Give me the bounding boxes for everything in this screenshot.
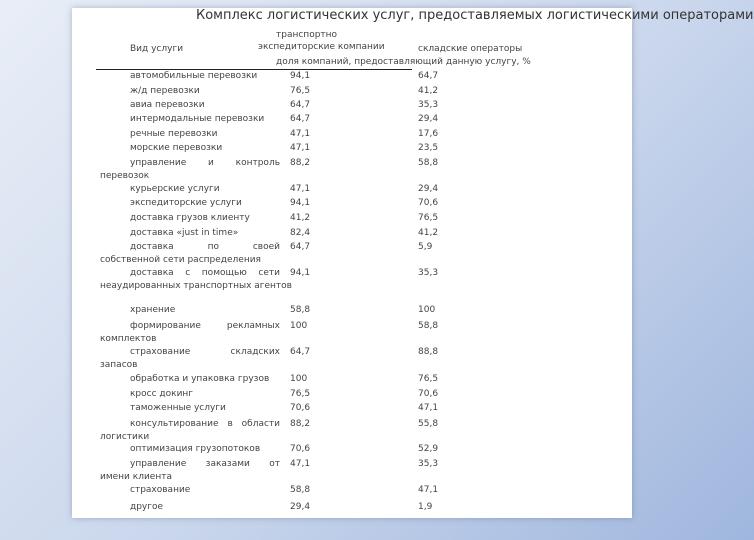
warehouse-share-value: 35,3: [418, 459, 439, 469]
service-name: доставка «just in time»: [130, 228, 239, 238]
service-name: авиа перевозки: [130, 100, 205, 110]
header-transport-line2: экспедиторские компании: [258, 42, 385, 52]
transport-share-value: 70,6: [290, 403, 311, 413]
service-name: управление заказами от: [130, 459, 280, 469]
warehouse-share-value: 23,5: [418, 143, 439, 153]
transport-share-value: 76,5: [290, 86, 311, 96]
warehouse-share-value: 52,9: [418, 444, 439, 454]
transport-share-value: 88,2: [290, 419, 311, 429]
transport-share-value: 58,8: [290, 485, 311, 495]
warehouse-share-value: 5,9: [418, 242, 433, 252]
warehouse-share-value: 70,6: [418, 198, 439, 208]
warehouse-share-value: 41,2: [418, 228, 439, 238]
warehouse-share-value: 47,1: [418, 403, 439, 413]
header-service-type: Вид услуги: [130, 44, 184, 54]
service-name: доставка грузов клиенту: [130, 213, 250, 223]
transport-share-value: 29,4: [290, 502, 311, 512]
service-name: хранение: [130, 305, 176, 315]
transport-share-value: 82,4: [290, 228, 311, 238]
warehouse-share-value: 58,8: [418, 158, 439, 168]
service-name: морские перевозки: [130, 143, 223, 153]
warehouse-share-value: 58,8: [418, 321, 439, 331]
header-rule: [96, 69, 412, 70]
service-name: ж/д перевозки: [130, 86, 200, 96]
service-name: другое: [130, 502, 164, 512]
warehouse-share-value: 88,8: [418, 347, 439, 357]
page-title: Комплекс логистических услуг, предоставляемых логистическими операторами: [196, 8, 754, 23]
transport-share-value: 47,1: [290, 184, 311, 194]
warehouse-share-value: 76,5: [418, 213, 439, 223]
transport-share-value: 100: [290, 321, 308, 331]
service-name-continuation: комплектов: [100, 334, 157, 344]
service-name-continuation: имени клиента: [100, 472, 172, 482]
transport-share-value: 47,1: [290, 459, 311, 469]
service-name: страхование складских: [130, 347, 280, 357]
transport-share-value: 64,7: [290, 347, 311, 357]
service-name-continuation: собственной сети распределения: [100, 255, 261, 265]
transport-share-value: 64,7: [290, 100, 311, 110]
warehouse-share-value: 29,4: [418, 114, 439, 124]
service-name: доставка по своей: [130, 242, 280, 252]
warehouse-share-value: 29,4: [418, 184, 439, 194]
transport-share-value: 94,1: [290, 71, 311, 81]
warehouse-share-value: 1,9: [418, 502, 433, 512]
transport-share-value: 47,1: [290, 129, 311, 139]
transport-share-value: 94,1: [290, 268, 311, 278]
warehouse-share-value: 100: [418, 305, 436, 315]
service-name: страхование: [130, 485, 191, 495]
header-share-note: доля компаний, предоставляющий данную услугу, %: [276, 57, 531, 67]
service-name: управление и контроль: [130, 158, 280, 168]
warehouse-share-value: 47,1: [418, 485, 439, 495]
service-name: таможенные услуги: [130, 403, 226, 413]
service-name: экспедиторские услуги: [130, 198, 242, 208]
warehouse-share-value: 76,5: [418, 374, 439, 384]
service-name: обработка и упаковка грузов: [130, 374, 270, 384]
service-name-continuation: запасов: [100, 360, 138, 370]
service-name: курьерские услуги: [130, 184, 220, 194]
transport-share-value: 76,5: [290, 389, 311, 399]
transport-share-value: 47,1: [290, 143, 311, 153]
transport-share-value: 88,2: [290, 158, 311, 168]
transport-share-value: 70,6: [290, 444, 311, 454]
service-name: оптимизация грузопотоков: [130, 444, 261, 454]
service-name: кросс докинг: [130, 389, 194, 399]
service-name-continuation: логистики: [100, 432, 150, 442]
warehouse-share-value: 17,6: [418, 129, 439, 139]
transport-share-value: 58,8: [290, 305, 311, 315]
transport-share-value: 64,7: [290, 114, 311, 124]
service-name: формирование рекламных: [130, 321, 280, 331]
warehouse-share-value: 64,7: [418, 71, 439, 81]
service-name: речные перевозки: [130, 129, 218, 139]
header-transport-line1: транспортно: [276, 30, 338, 40]
warehouse-share-value: 35,3: [418, 100, 439, 110]
warehouse-share-value: 55,8: [418, 419, 439, 429]
service-name-continuation: неаудированных транспортных агентов: [100, 281, 292, 291]
transport-share-value: 94,1: [290, 198, 311, 208]
transport-share-value: 41,2: [290, 213, 311, 223]
header-warehouse: складские операторы: [418, 44, 523, 54]
service-name: интермодальные перевозки: [130, 114, 265, 124]
service-name: автомобильные перевозки: [130, 71, 258, 81]
service-name: консультирование в области: [130, 419, 280, 429]
service-name: доставка с помощью сети: [130, 268, 280, 278]
transport-share-value: 64,7: [290, 242, 311, 252]
warehouse-share-value: 70,6: [418, 389, 439, 399]
transport-share-value: 100: [290, 374, 308, 384]
service-name-continuation: перевозок: [100, 171, 150, 181]
warehouse-share-value: 41,2: [418, 86, 439, 96]
warehouse-share-value: 35,3: [418, 268, 439, 278]
